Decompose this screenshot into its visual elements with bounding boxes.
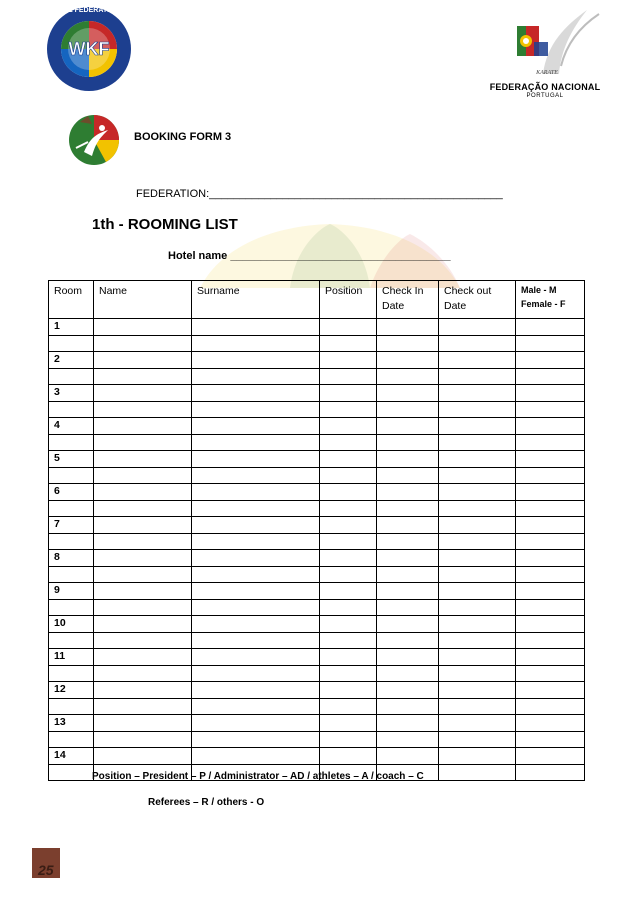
name-cell[interactable] [94,517,192,534]
position-cell[interactable] [320,567,377,583]
federation-logo-country: PORTUGAL [526,93,564,99]
name-cell[interactable] [94,715,192,732]
surname-cell[interactable] [192,385,320,402]
check-in-cell[interactable] [377,633,439,649]
position-cell[interactable] [320,336,377,352]
gender-cell[interactable] [516,484,585,501]
surname-cell[interactable] [192,402,320,418]
room-cell[interactable] [49,534,94,550]
table-row [49,501,585,517]
room-number-cell[interactable]: 12 [49,682,94,699]
name-cell[interactable] [94,550,192,567]
table-row [49,451,585,468]
room-number-cell[interactable]: 11 [49,649,94,666]
position-cell[interactable] [320,501,377,517]
gender-cell[interactable] [516,715,585,732]
position-cell[interactable] [320,352,377,369]
room-number-cell[interactable]: 5 [49,451,94,468]
check-out-cell[interactable] [439,484,516,501]
position-cell[interactable] [320,633,377,649]
surname-cell[interactable] [192,732,320,748]
gender-cell[interactable] [516,468,585,484]
table-header-row [49,281,585,319]
check-out-cell[interactable] [439,319,516,336]
check-out-cell[interactable] [439,550,516,567]
room-cell[interactable] [49,633,94,649]
gender-cell[interactable] [516,501,585,517]
gender-cell[interactable] [516,352,585,369]
surname-cell[interactable] [192,666,320,682]
name-cell[interactable] [94,583,192,600]
check-out-cell[interactable] [439,748,516,765]
rooming-list-title: 1th - ROOMING LIST [92,216,238,233]
gender-cell[interactable] [516,418,585,435]
wkf-logo-bottom-text: KARATE FEDERATION [44,7,120,14]
check-in-cell[interactable] [377,385,439,402]
check-out-cell[interactable] [439,468,516,484]
check-out-cell[interactable] [439,451,516,468]
surname-cell[interactable] [192,435,320,451]
booking-form-title: BOOKING FORM 3 [134,131,232,143]
table-row [49,633,585,649]
position-cell[interactable] [320,435,377,451]
check-in-cell[interactable] [377,336,439,352]
check-in-cell[interactable] [377,682,439,699]
table-row [49,732,585,748]
table-row [49,748,585,765]
room-number-cell[interactable]: 9 [49,583,94,600]
table-row [49,616,585,633]
gender-cell[interactable] [516,748,585,765]
table-row [49,336,585,352]
surname-cell[interactable] [192,649,320,666]
check-in-cell[interactable] [377,352,439,369]
check-out-cell[interactable] [439,369,516,385]
check-in-cell[interactable] [377,567,439,583]
table-row [49,666,585,682]
name-cell[interactable] [94,732,192,748]
gender-cell[interactable] [516,517,585,534]
table-row [49,699,585,715]
gender-cell[interactable] [516,583,585,600]
room-cell[interactable] [49,369,94,385]
check-in-cell[interactable] [377,583,439,600]
check-in-cell[interactable] [377,418,439,435]
position-legend: Position – President – P / Administrator – AD / athletes – A / coach – C [92,771,424,782]
name-cell[interactable] [94,699,192,715]
federation-field[interactable]: FEDERATION:________________________________________________ [136,188,503,200]
position-cell[interactable] [320,484,377,501]
gender-cell[interactable] [516,616,585,633]
room-cell[interactable] [49,765,94,781]
gender-cell[interactable] [516,765,585,781]
name-cell[interactable] [94,682,192,699]
gender-cell[interactable] [516,567,585,583]
position-cell[interactable] [320,550,377,567]
surname-cell[interactable] [192,699,320,715]
check-out-cell[interactable] [439,517,516,534]
name-cell[interactable] [94,501,192,517]
check-in-cell[interactable] [377,451,439,468]
table-row [49,567,585,583]
page-number: 25 [38,862,54,878]
check-out-cell[interactable] [439,682,516,699]
surname-cell[interactable] [192,517,320,534]
room-number-cell[interactable]: 2 [49,352,94,369]
surname-cell[interactable] [192,682,320,699]
name-cell[interactable] [94,319,192,336]
table-row [49,402,585,418]
check-out-cell[interactable] [439,649,516,666]
table-row [49,583,585,600]
check-out-cell[interactable] [439,336,516,352]
check-out-cell[interactable] [439,699,516,715]
check-out-cell[interactable] [439,402,516,418]
check-out-cell[interactable] [439,600,516,616]
room-cell[interactable] [49,336,94,352]
name-cell[interactable] [94,748,192,765]
check-out-cell[interactable] [439,501,516,517]
room-number-cell[interactable]: 14 [49,748,94,765]
position-cell[interactable] [320,534,377,550]
check-in-cell[interactable] [377,501,439,517]
name-cell[interactable] [94,633,192,649]
surname-cell[interactable] [192,715,320,732]
room-cell[interactable] [49,666,94,682]
position-cell[interactable] [320,699,377,715]
room-number-cell[interactable]: 10 [49,616,94,633]
header-check-out: Check out Date [439,281,516,319]
table-row [49,468,585,484]
check-out-cell[interactable] [439,567,516,583]
check-in-cell[interactable] [377,748,439,765]
gender-cell[interactable] [516,385,585,402]
table-row [49,649,585,666]
check-in-cell[interactable] [377,319,439,336]
surname-cell[interactable] [192,352,320,369]
surname-cell[interactable] [192,468,320,484]
position-legend-continued: Referees – R / others - O [148,797,265,808]
table-row [49,600,585,616]
surname-cell[interactable] [192,616,320,633]
check-in-cell[interactable] [377,369,439,385]
name-cell[interactable] [94,418,192,435]
check-out-cell[interactable] [439,435,516,451]
name-cell[interactable] [94,666,192,682]
name-cell[interactable] [94,336,192,352]
federation-logo [505,4,605,116]
check-in-cell[interactable] [377,649,439,666]
check-out-cell[interactable] [439,732,516,748]
check-in-cell[interactable] [377,616,439,633]
check-in-cell[interactable] [377,550,439,567]
surname-cell[interactable] [192,484,320,501]
surname-cell[interactable] [192,336,320,352]
check-in-cell[interactable] [377,484,439,501]
position-cell[interactable] [320,682,377,699]
name-cell[interactable] [94,451,192,468]
check-out-cell[interactable] [439,352,516,369]
gender-cell[interactable] [516,369,585,385]
check-in-cell[interactable] [377,600,439,616]
header-name: Name [94,281,192,319]
table-row [49,534,585,550]
room-cell[interactable] [49,699,94,715]
position-cell[interactable] [320,402,377,418]
room-cell[interactable] [49,600,94,616]
gender-cell[interactable] [516,550,585,567]
table-row [49,550,585,567]
room-cell[interactable] [49,468,94,484]
room-number-cell[interactable]: 8 [49,550,94,567]
surname-cell[interactable] [192,633,320,649]
name-cell[interactable] [94,484,192,501]
check-in-cell[interactable] [377,402,439,418]
table-row [49,435,585,451]
check-out-cell[interactable] [439,385,516,402]
table-row [49,352,585,369]
surname-cell[interactable] [192,600,320,616]
position-cell[interactable] [320,666,377,682]
gender-cell[interactable] [516,666,585,682]
gender-cell[interactable] [516,682,585,699]
room-number-cell[interactable]: 1 [49,319,94,336]
check-out-cell[interactable] [439,616,516,633]
name-cell[interactable] [94,385,192,402]
gender-cell[interactable] [516,402,585,418]
position-cell[interactable] [320,319,377,336]
name-cell[interactable] [94,369,192,385]
check-in-cell[interactable] [377,699,439,715]
surname-cell[interactable] [192,451,320,468]
position-cell[interactable] [320,600,377,616]
position-cell[interactable] [320,468,377,484]
check-out-cell[interactable] [439,765,516,781]
surname-cell[interactable] [192,567,320,583]
name-cell[interactable] [94,435,192,451]
room-cell[interactable] [49,732,94,748]
name-cell[interactable] [94,352,192,369]
table-row [49,484,585,501]
name-cell[interactable] [94,402,192,418]
check-out-cell[interactable] [439,583,516,600]
wkf-logo [44,0,134,92]
check-in-cell[interactable] [377,435,439,451]
gender-cell[interactable] [516,451,585,468]
surname-cell[interactable] [192,319,320,336]
name-cell[interactable] [94,616,192,633]
room-cell[interactable] [49,567,94,583]
surname-cell[interactable] [192,501,320,517]
position-cell[interactable] [320,748,377,765]
gender-cell[interactable] [516,534,585,550]
table-row [49,319,585,336]
gender-cell[interactable] [516,435,585,451]
table-row [49,385,585,402]
check-out-cell[interactable] [439,715,516,732]
position-cell[interactable] [320,385,377,402]
check-in-cell[interactable] [377,468,439,484]
hotel-name-field[interactable]: Hotel name ____________________________________ [168,250,451,262]
position-cell[interactable] [320,616,377,633]
position-cell[interactable] [320,451,377,468]
table-row [49,517,585,534]
federation-logo-name: FEDERAÇÃO NACIONAL [489,82,601,92]
room-number-cell[interactable]: 13 [49,715,94,732]
check-out-cell[interactable] [439,666,516,682]
gender-cell[interactable] [516,649,585,666]
room-number-cell[interactable]: 6 [49,484,94,501]
room-number-cell[interactable]: 7 [49,517,94,534]
check-out-cell[interactable] [439,633,516,649]
gender-cell[interactable] [516,319,585,336]
rooming-table [48,280,585,781]
table-row [49,369,585,385]
position-cell[interactable] [320,649,377,666]
surname-cell[interactable] [192,534,320,550]
gender-cell[interactable] [516,600,585,616]
federation-logo-script: KARATE [536,70,558,76]
name-cell[interactable] [94,600,192,616]
position-cell[interactable] [320,418,377,435]
check-in-cell[interactable] [377,666,439,682]
wkf-logo-top-text: EUROPEAN [44,0,96,8]
position-cell[interactable] [320,517,377,534]
gender-cell[interactable] [516,699,585,715]
check-in-cell[interactable] [377,732,439,748]
surname-cell[interactable] [192,583,320,600]
name-cell[interactable] [94,468,192,484]
table-row [49,682,585,699]
wkf-logo-center-text: WKF [68,39,110,59]
room-cell[interactable] [49,501,94,517]
check-out-cell[interactable] [439,418,516,435]
position-cell[interactable] [320,715,377,732]
room-number-cell[interactable]: 3 [49,385,94,402]
check-in-cell[interactable] [377,534,439,550]
room-cell[interactable] [49,435,94,451]
check-in-cell[interactable] [377,517,439,534]
table-row [49,418,585,435]
name-cell[interactable] [94,649,192,666]
position-cell[interactable] [320,369,377,385]
check-out-cell[interactable] [439,534,516,550]
background-watermark [180,198,480,288]
header-gender: Male - M Female - F [516,281,585,319]
position-cell[interactable] [320,732,377,748]
gender-cell[interactable] [516,633,585,649]
surname-cell[interactable] [192,550,320,567]
gender-cell[interactable] [516,336,585,352]
header-position: Position [320,281,377,319]
position-cell[interactable] [320,583,377,600]
surname-cell[interactable] [192,418,320,435]
name-cell[interactable] [94,534,192,550]
event-logo [66,112,122,166]
room-number-cell[interactable]: 4 [49,418,94,435]
surname-cell[interactable] [192,748,320,765]
check-in-cell[interactable] [377,715,439,732]
header-check-in: Check In Date [377,281,439,319]
gender-cell[interactable] [516,732,585,748]
surname-cell[interactable] [192,369,320,385]
header-surname: Surname [192,281,320,319]
room-cell[interactable] [49,402,94,418]
name-cell[interactable] [94,567,192,583]
header-room: Room [49,281,94,319]
table-row [49,715,585,732]
